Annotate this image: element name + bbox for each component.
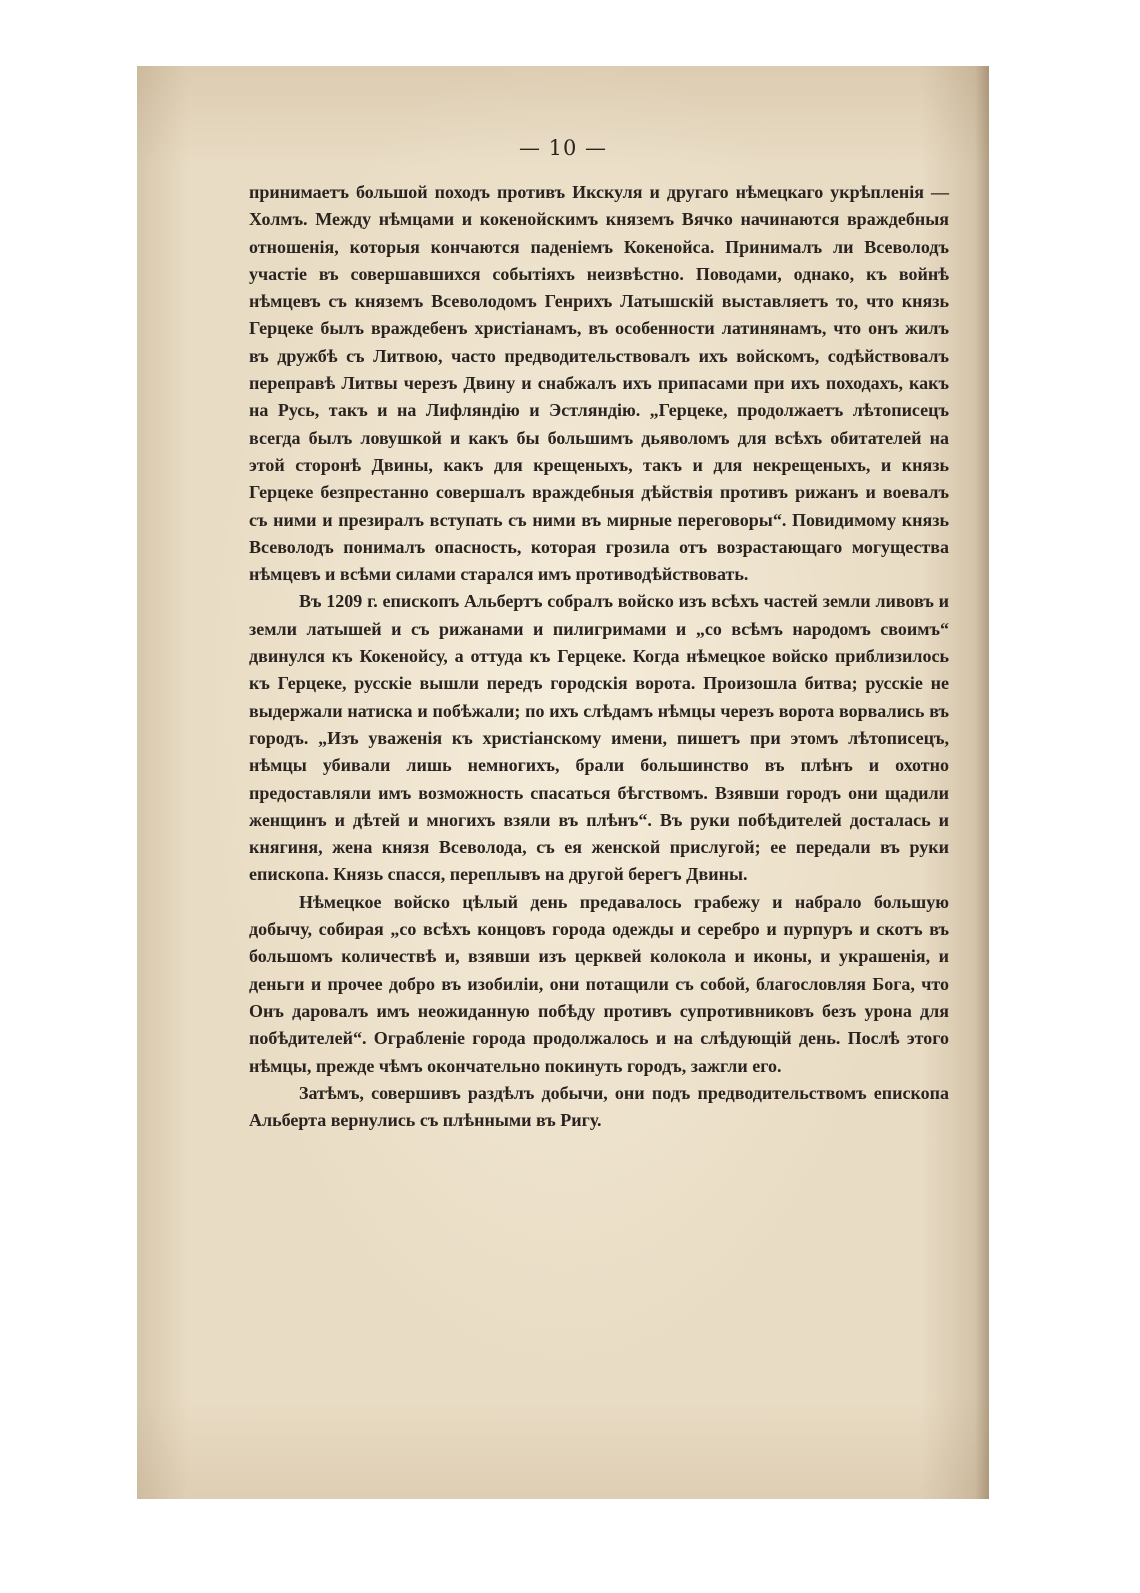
paragraph: принимаетъ большой походъ противъ Икскуля и другаго нѣмецкаго укрѣпленія — Холмъ. Между нѣмцами и кокенойскимъ княземъ Вячко начинаются враждебныя отношенія, которыя кончаются паденіемъ Кокенойса. Принималъ ли Всеволодъ участіе въ совершавшихся событіяхъ неизвѣстно. Поводами, однако, къ войнѣ нѣмцевъ съ княземъ Всеволодомъ Генрихъ Латышскій выставляетъ то, что князь Герцеке былъ враждебенъ христіанамъ, въ особенности латинянамъ, что онъ жилъ въ дружбѣ съ Литвою, часто предводительствовалъ ихъ войскомъ, содѣйствовалъ переправѣ Литвы черезъ Двину и снабжалъ ихъ припасами при ихъ походахъ, какъ на Русь, такъ и на Лифляндію и Эстляндію. „Герцеке, продолжаетъ лѣтописецъ всегда былъ ловушкой и какъ бы большимъ дьяволомъ для всѣхъ обитателей на этой сторонѣ Двины, какъ для крещеныхъ, такъ и для некрещеныхъ, и князь Герцеке безпрестанно совершалъ враждебныя дѣйствія противъ рижанъ и воевалъ съ ними и презиралъ вступать съ ними въ мирные переговоры“. Повидимому князь Всеволодъ понималъ опасность, которая грозила отъ возрастающаго могущества нѣмцевъ и всѣми силами старался имъ противодѣйствовать.	[249, 182, 949, 585]
paragraph: Затѣмъ, совершивъ раздѣлъ добычи, они подъ предводительствомъ епископа Альберта вернулись съ плѣнными въ Ригу.	[249, 1082, 949, 1131]
paragraph: Нѣмецкое войско цѣлый день предавалось грабежу и набрало большую добычу, собирая „со всѣхъ концовъ города одежды и серебро и пурпуръ и скотъ въ большомъ количествѣ и, взявши изъ церквей колокола и иконы, и украшенія, и деньги и прочее добро въ изобиліи, они потащили съ собой, благословляя Бога, что Онъ даровалъ имъ неожиданную побѣду противъ супротивниковъ безъ урона для побѣдителей“. Ограбленіе города продолжалось и на слѣдующій день. Послѣ этого нѣмцы, прежде чѣмъ окончательно покинуть городъ, зажгли его.	[249, 891, 949, 1076]
page-number: — 10 —	[518, 136, 608, 160]
paragraph: Въ 1209 г. епископъ Альбертъ собралъ войско изъ всѣхъ частей земли ливовъ и земли латышей и съ рижанами и пилигримами и „со всѣмъ народомъ своимъ“ двинулся къ Кокенойсу, а оттуда къ Герцеке. Когда нѣмецкое войско приблизилось къ Герцеке, русскіе вышли передъ городскія ворота. Произошла битва; русскіе не выдержали натиска и побѣжали; по ихъ слѣдамъ нѣмцы черезъ ворота ворвались въ городъ. „Изъ уваженія къ христіанскому имени, пишетъ при этомъ лѣтописецъ, нѣмцы убивали лишь немногихъ, брали большинство въ плѣнъ и охотно предоставляли имъ возможность спасаться бѣгствомъ. Взявши городъ они щадили женщинъ и дѣтей и многихъ взяли въ плѣнъ“. Въ руки побѣдителей досталась и княгиня, жена князя Всеволода, съ ея женской прислугой; ее передали въ руки епископа. Князь спасся, переплывъ на другой берегъ Двины.	[249, 591, 949, 885]
body-text	[249, 179, 949, 1134]
scanned-page	[137, 66, 989, 1499]
page-edge-shadow	[975, 66, 989, 1499]
